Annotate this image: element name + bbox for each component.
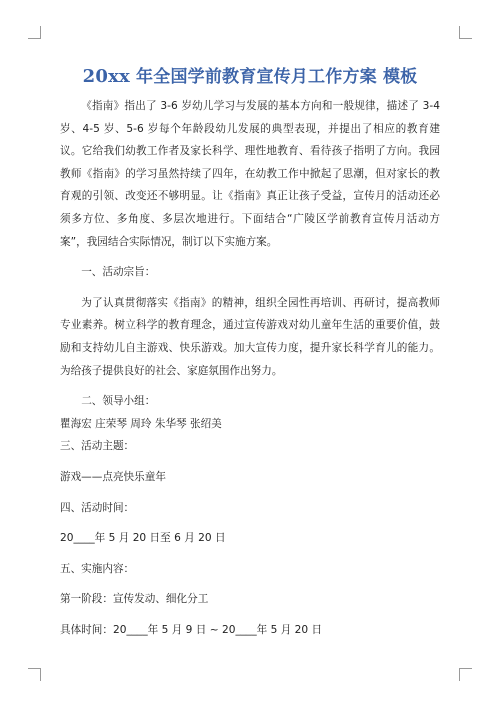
section-heading-time: 四、活动时间： bbox=[60, 501, 135, 514]
section-heading-purpose: 一、活动宗旨： bbox=[81, 266, 156, 279]
crop-mark-top-left bbox=[28, 26, 41, 39]
title-text: 年全国学前教育宣传月工作方案 模板 bbox=[129, 67, 418, 87]
title-year: 20xx bbox=[82, 66, 130, 87]
document-title bbox=[0, 62, 500, 87]
crop-mark-top-right bbox=[459, 26, 472, 39]
stage-one-time: 具体时间：20____年 5 月 9 日 ~ 20____年 5 月 20 日 bbox=[60, 623, 323, 636]
intro-paragraph: 《指南》指出了 3-6 岁幼儿学习与发展的基本方向和一般规律，描述了 3-4 岁、4-5 岁、5-6 岁每个年龄段幼儿发展的典型表现，并提出了相应的教育建议。它给我们幼教工作者及家长科学、理性地教育、看待孩子指明了方向。我园教师《指南》的学习虽然持续了四年，在幼教工作中掀起了思潮，但对家长的教育观的引领、改变还不够明显。让《指南》真正让孩子受益，宣传月的活动还必须多方位、多角度、多层次地进行。下面结合“广陵区学前教育宣传月活动方案”，我园结合实际情况，制订以下实施方案。 bbox=[60, 100, 440, 248]
time-text: 20____年 5 月 20 日至 6 月 20 日 bbox=[60, 532, 226, 545]
stage-one-text: 第一阶段：宣传发动、细化分工 bbox=[60, 593, 209, 606]
section-heading-theme: 三、活动主题： bbox=[60, 440, 135, 453]
leadership-members: 瞿海宏 庄荣琴 周玲 朱华琴 张绍美 bbox=[60, 417, 222, 430]
crop-mark-bottom-right bbox=[459, 668, 472, 681]
document-body bbox=[60, 95, 440, 641]
purpose-paragraph: 为了认真贯彻落实《指南》的精神，组织全园性再培训、再研讨，提高教师专业素养。树立科学的教育理念，通过宣传游戏对幼儿童年生活的重要价值，鼓励和支持幼儿自主游戏、快乐游戏。加大宣传力度，提升家长科学育儿的能力。为给孩子提供良好的社会、家庭氛围作出努力。 bbox=[60, 296, 440, 377]
section-heading-content: 五、实施内容： bbox=[60, 562, 135, 575]
theme-text: 游戏——点亮快乐童年 bbox=[60, 470, 166, 483]
section-heading-leadership: 二、领导小组： bbox=[81, 395, 156, 408]
crop-mark-bottom-left bbox=[28, 668, 41, 681]
